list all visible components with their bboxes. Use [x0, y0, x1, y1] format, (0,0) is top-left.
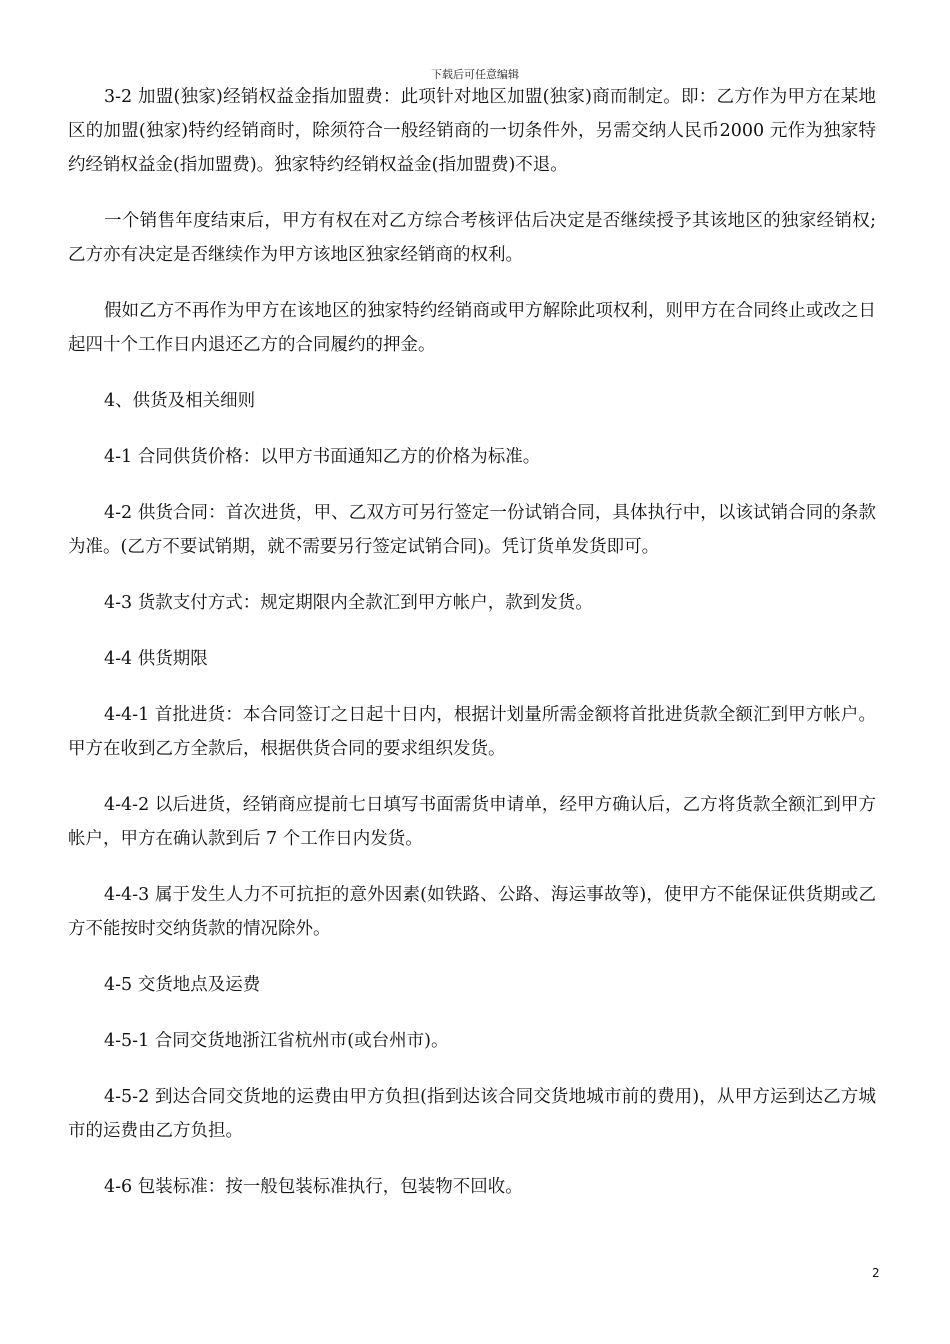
- document-body: [68, 80, 876, 1226]
- paragraph-4-4-1: 4-4-1 首批进货：本合同签订之日起十日内，根据计划量所需金额将首批进货款全额汇到甲方帐户。甲方在收到乙方全款后，根据供货合同的要求组织发货。: [68, 705, 876, 759]
- paragraph-4-1: 4-1 合同供货价格：以甲方书面通知乙方的价格为标准。: [104, 447, 541, 467]
- paragraph-4-2: 4-2 供货合同：首次进货，甲、乙双方可另行签定一份试销合同，具体执行中，以该试销合同的条款为准。(乙方不要试销期，就不需要另行签定试销合同)。凭订货单发货即可。: [68, 503, 876, 557]
- paragraph-4-6: 4-6 包装标准：按一般包装标准执行，包装物不回收。: [104, 1177, 523, 1197]
- section-heading-4: 4、供货及相关细则: [104, 391, 256, 411]
- page-number: 2: [872, 1266, 880, 1280]
- paragraph-annual-review: 一个销售年度结束后，甲方有权在对乙方综合考核评估后决定是否继续授予其该地区的独家经销权;乙方亦有决定是否继续作为甲方该地区独家经销商的权利。: [68, 211, 876, 265]
- paragraph-4-5-1: 4-5-1 合同交货地浙江省杭州市(或台州市)。: [104, 1031, 449, 1051]
- paragraph-4-3: 4-3 货款支付方式：规定期限内全款汇到甲方帐户，款到发货。: [104, 593, 593, 613]
- paragraph-4-5: 4-5 交货地点及运费: [104, 975, 261, 995]
- paragraph-3-2: 3-2 加盟(独家)经销权益金指加盟费：此项针对地区加盟(独家)商而制定。即：乙方作为甲方在某地区的加盟(独家)特约经销商时，除须符合一般经销商的一切条件外，另需交纳人民币2000 元作为独家特约经销权益金(指加盟费)。独家特约经销权益金(指加盟费)不退。: [68, 87, 876, 175]
- paragraph-deposit-refund: 假如乙方不再作为甲方在该地区的独家特约经销商或甲方解除此项权利，则甲方在合同终止或改之日起四十个工作日内退还乙方的合同履约的押金。: [68, 301, 876, 355]
- paragraph-4-4: 4-4 供货期限: [104, 649, 208, 669]
- paragraph-4-4-2: 4-4-2 以后进货，经销商应提前七日填写书面需货申请单，经甲方确认后，乙方将货款全额汇到甲方帐户，甲方在确认款到后 7 个工作日内发货。: [68, 795, 876, 849]
- paragraph-4-5-2: 4-5-2 到达合同交货地的运费由甲方负担(指到达该合同交货地城市前的费用)，从甲方运到达乙方城市的运费由乙方负担。: [68, 1087, 876, 1141]
- header-note: 下载后可任意编辑: [431, 68, 519, 81]
- paragraph-4-4-3: 4-4-3 属于发生人力不可抗拒的意外因素(如铁路、公路、海运事故等)，使甲方不能保证供货期或乙方不能按时交纳货款的情况除外。: [68, 885, 876, 939]
